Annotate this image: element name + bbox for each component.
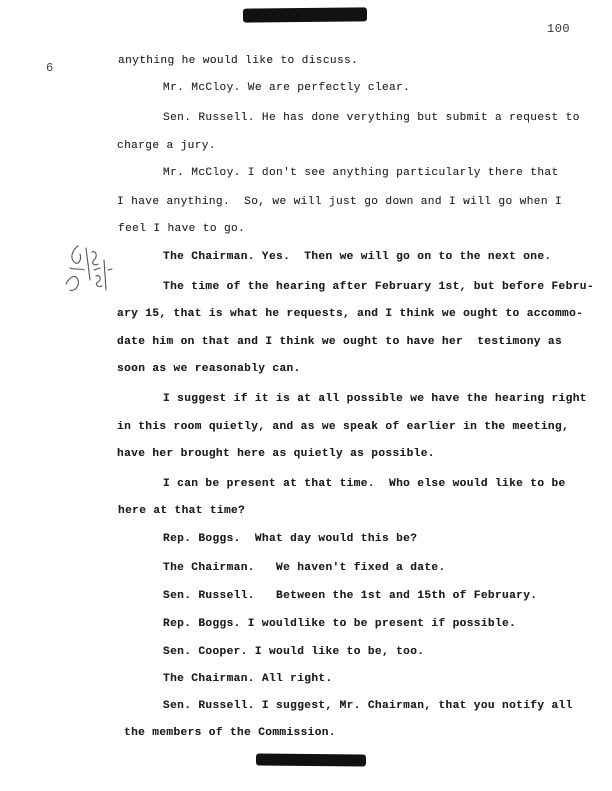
- text-line: have her brought here as quietly as possible.: [117, 448, 435, 460]
- text-line: The Chairman. All right.: [163, 673, 333, 685]
- text-line: Mr. McCloy. We are perfectly clear.: [163, 82, 411, 94]
- text-line: I can be present at that time. Who else would like to be: [163, 478, 566, 490]
- page-number: 100: [547, 22, 571, 36]
- text-line: feel I have to go.: [118, 223, 246, 235]
- text-line: I have anything. So, we will just go down and I will go when I: [117, 196, 563, 208]
- text-line: Sen. Cooper. I would like to be, too.: [163, 646, 425, 658]
- text-line: I suggest if it is at all possible we have the hearing right: [163, 393, 587, 405]
- text-line: Sen. Russell. I suggest, Mr. Chairman, that you notify all: [163, 700, 573, 712]
- text-line: in this room quietly, and as we speak of earlier in the meeting,: [117, 421, 570, 433]
- text-line: anything he would like to discuss.: [118, 55, 359, 67]
- margin-number: 6: [46, 61, 54, 75]
- text-line: here at that time?: [118, 505, 246, 517]
- text-line: Rep. Boggs. What day would this be?: [163, 533, 418, 545]
- text-line: Mr. McCloy. I don't see anything particularly there that: [163, 167, 559, 179]
- text-line: charge a jury.: [117, 140, 216, 152]
- text-line: Sen. Russell. Between the 1st and 15th of February.: [163, 590, 538, 602]
- redaction-bar-bottom: [256, 754, 366, 767]
- text-line: The time of the hearing after February 1st, but before Febru-: [163, 281, 594, 293]
- text-line: soon as we reasonably can.: [117, 363, 301, 375]
- text-line: The Chairman. Yes. Then we will go on to the next one.: [163, 251, 552, 263]
- text-line: ary 15, that is what he requests, and I think we ought to accommo-: [117, 308, 584, 320]
- text-line: date him on that and I think we ought to have her testimony as: [117, 336, 563, 348]
- redaction-bar-top: [243, 7, 367, 22]
- handwritten-margin-stamp: [60, 240, 116, 304]
- text-line: Sen. Russell. He has done verything but submit a request to: [163, 112, 580, 124]
- text-line: The Chairman. We haven't fixed a date.: [163, 562, 446, 574]
- text-line: the members of the Commission.: [124, 727, 336, 739]
- text-line: Rep. Boggs. I wouldlike to be present if possible.: [163, 618, 517, 630]
